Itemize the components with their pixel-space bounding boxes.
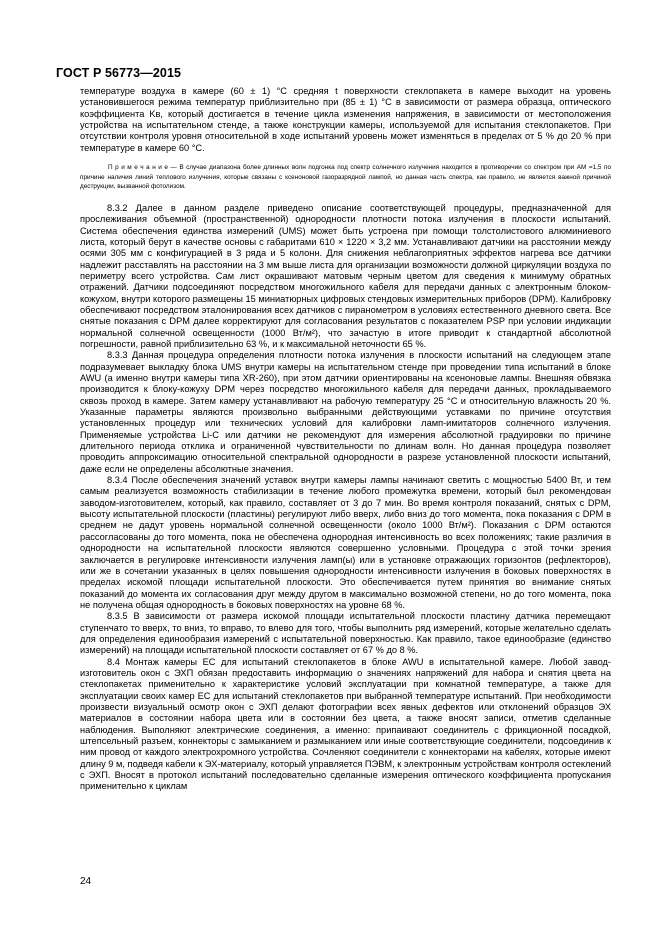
- document-header: ГОСТ Р 56773—2015: [56, 66, 182, 80]
- paragraph-8-3-3: 8.3.3 Данная процедура определения плотности потока излучения в плоскости испытаний на следующем этапе подразумевает выкладку блока UMS внутри камеры на испытательном стенде при проведении типа испытаний в блоке AWU (а именно внутри камеры типа XR-260), при этом датчики ориентированы на ксеноновые лампы. Внешняя обвязка производится к блоку-кожуху DPM через посредство многожильного кабеля для передачи данных, прокладываемого сквозь проход в камере. Затем камеру устанавливают на рабочую температуру 25 °С и относительную влажность 20 %. Указанные параметры являются произвольно выбранными действующими уставками по причине отсутствия установленных процедур или технических условий для калибровки ламп-имитаторов солнечного излучения. Применяемые устройства Li-C или датчики не рекомендуют для измерения абсолютной градуировки по причине длительного периода отклика и ограниченной чувствительности по длинам волн. Но данная процедура позволяет проводить аппроксимацию относительной спектральной однородности в разрезе установленной плоскости испытаний, даже если не определены абсолютные значения.: [80, 350, 611, 474]
- paragraph-8-3-4: 8.3.4 После обеспечения значений уставок внутри камеры лампы начинают светить с мощностью 5400 Вт, и тем самым реализуется возможность стабилизации в течение любого промежутка времени, который был рекомендован заводом-изготовителем, который, как правило, составляет от 3 до 7 мин. Во время контроля показаний, снятых с DPM, высоту испытательной плоскости (пластины) регулируют либо вверх, либо вниз до того момента, пока показания с DPM в среднем не дадут уровень нормальной солнечной освещенности (около 1000 Вт/м²). Показания с DPM остаются рассогласованы до того момента, пока не обеспечена однородная интенсивность во всех положениях; такие различия в однородности на испытательной плоскости являются совершенно условными. Процедура с этой точки зрения заключается в регулировке интенсивности излучения ламп(ы) или в установке отражающих горизонтов (рефлекторов), или же в сочетании указанных в целях повышения однородности интенсивности излучения в боковых поверхностях в пределах искомой площади испытательной плоскости. Это обеспечивается путем принятия во внимание снятых показаний до момента их согласования друг между другом в максимально возможной степени, но до того момента, пока не получена общая однородность в боковых поверхностях на уровне 68 %.: [80, 475, 611, 610]
- note: П р и м е ч а н и е — В случае диапазона более длинных волн подгонка под спектр солнечного излучения находится в противоречии со спектром при АМ =1,5 по причине наличия линий теплового излучения, которые связаны с ксеноновой газоразрядной лампой, но данная часть спектра, как правило, не является важной причиной деструкции, вызванной фотолизом.: [80, 164, 611, 191]
- paragraph-8-3-5: 8.3.5 В зависимости от размера искомой площади испытательной плоскости пластину датчика перемещают ступенчато то вверх, то вниз, то вправо, то влево для того, чтобы выполнить ряд измерений, которые желательно сделать для определения единообразия измерений с испытательной поверхностью. Как правило, такое единообразие (единство измерений) на площади испытательной плоскости составляет от 67 % до 8 %.: [80, 611, 611, 656]
- page-number: 24: [80, 876, 92, 887]
- document-body: [80, 86, 611, 793]
- paragraph-8-3-2: 8.3.2 Далее в данном разделе приведено описание соответствующей процедуры, предназначенной для прослеживания объемной (пространственной) однородности плотности потока излучения в плоскости испытаний. Система обеспечения единства измерений (UMS) может быть устроена при помощи толстолистового алюминиевого листа, который берут в качестве основы с габаритами 610 × 1220 × 3,2 мм. Устанавливают датчики на расстоянии между осями 305 мм с конфигурацией в 3 ряда и 5 колонн. Для снижения неблагоприятных эффектов нагрева все датчики надлежит расставлять на расстоянии на 3 мм выше листа для организации возможности должной циркуляции воздуха по периметру всего устройства. Сам лист окрашивают матовым черным цветом для сведения к минимуму обратных отражений. Датчики подсоединяют посредством многожильного кабеля для передачи данных с электронным блоком-кожухом, внутри которого размещены 15 миниатюрных цифровых стендовых измерительных приборов (DPM). Калибровку обеспечивают посредством эталонирования всех датчиков с пиранометром в условиях естественного дневного света. Все снятые показания с DPM далее корректируют для согласования результатов с показателем PSP при условии индикации нормальной солнечной освещенности (1000 Вт/м²), что зачастую в итоге приводит к стандартной абсолютной погрешности, равной приблизительно 63 %, и к максимальной неточности 65 %.: [80, 202, 611, 349]
- paragraph-8-4: 8.4 Монтаж камеры ЕС для испытаний стеклопакетов в блоке AWU в испытательной камере. Любой завод-изготовитель окон с ЭХП обязан предоставить информацию о значениях напряжений для набора и снятия цвета на стеклопакетах применительно к характеристике условий эксплуатации при комнатной температуре, а также для эксплуатации своих камер ЕС для испытаний стеклопакетов при выбранной температуре испытаний. При необходимости произвести визуальный осмотр окон с ЭХП делают фотографии всех явных дефектов или отклонений образцов ЭХ материалов в состоянии набора цвета или в состоянии без цвета, а также вносят записи, отметив сделанные наблюдения. Выполняют электрические соединения, а именно: припаивают соединитель с фрикционной посадкой, штепсельный разъем, коннекторы с замыканием и размыканием или иные соответствующие соединители, подсоединив к ним провод от каждого электрохромного устройства. Сочленяют соединители с коннекторами на кабелях, которые имеют длину 9 м, подведя кабели к ЭХ-материалу, который управляется ПЭВМ, к электронным устройствам контроля остеклений с ЭХП. Вносят в протокол испытаний последовательно сделанные измерения оптического коэффициента пропускания применительно к циклам: [80, 656, 611, 792]
- paragraph-continuation: температуре воздуха в камере (60 ± 1) °С средняя t поверхности стеклопакета в камере выходит на уровень установившегося режима температур приблизительно при (85 ± 1) °С в зависимости от размера образца, оптического коэффициента Kв, который достигается в течение цикла изменения напряжения, в зависимости от местоположения устройства на испытательном стенде, а также конструкции камеры, используемой для испытания стеклопакетов. При отсутствии контроля уровня относительной в ходе испытаний уровень может изменяться в пределах от 5 % до 20 % при температуре в камере 60 °С.: [80, 86, 611, 153]
